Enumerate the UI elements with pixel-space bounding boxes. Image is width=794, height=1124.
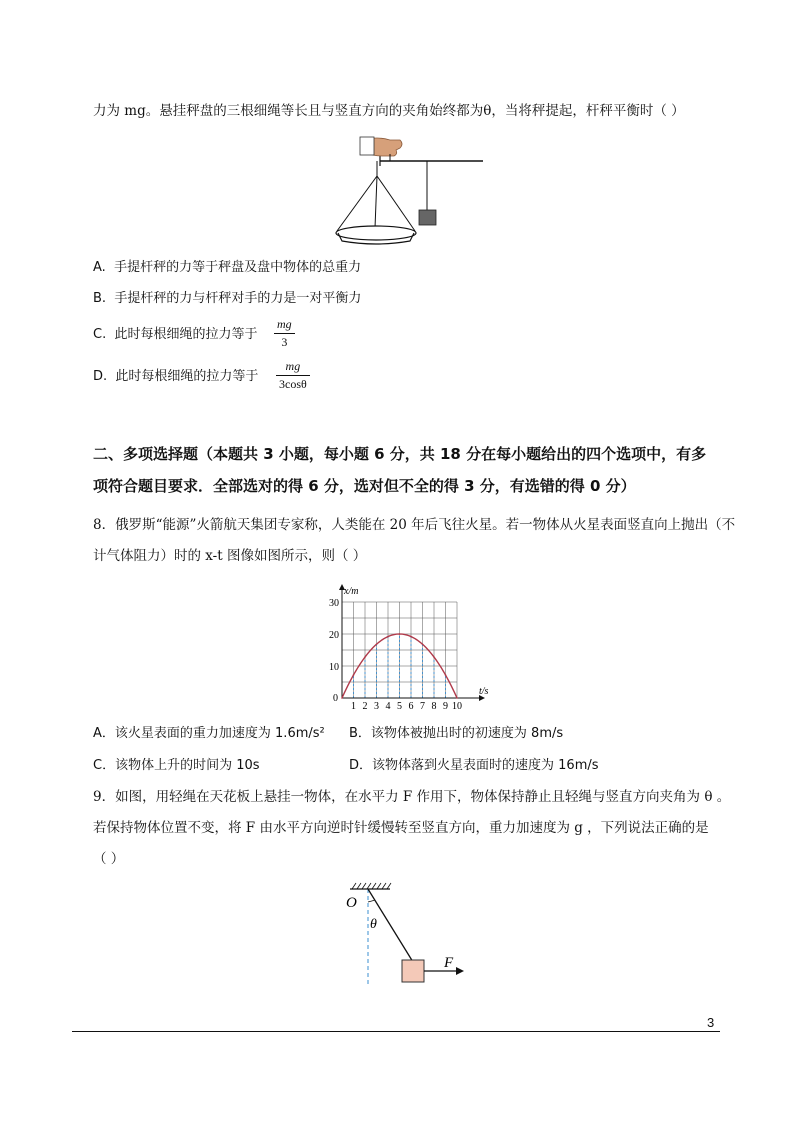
- q7-fraction-c: mg 3: [274, 317, 295, 350]
- steelyard-figure: [320, 134, 490, 246]
- q8-stem-line1: 8．俄罗斯“能源”火箭航天集团专家称，人类能在 20 年后飞往火星。若一物体从火星表面竖直向上抛出（不: [93, 517, 736, 533]
- page-number: 3: [707, 1015, 715, 1030]
- x-tick-label: 3: [374, 701, 379, 712]
- y-tick-label: 10: [329, 662, 339, 673]
- section-heading-line1: 二、多项选择题（本题共 3 小题，每小题 6 分，共 18 分在每小题给出的四个选项中，有多: [93, 445, 707, 463]
- x-tick-label: 1: [351, 701, 356, 712]
- force-label: F: [444, 955, 454, 971]
- q7-fraction-d: mg 3cosθ: [276, 359, 310, 392]
- theta-label: θ: [370, 917, 377, 932]
- x-tick-label: 2: [362, 701, 368, 712]
- xt-chart: [322, 580, 492, 712]
- data-point: [456, 697, 458, 699]
- section-heading-line2: 项符合题目要求．全部选对的得 6 分，选对但不全的得 3 分，有选错的得 0 分）: [93, 477, 636, 495]
- x-tick-label: 7: [420, 701, 425, 712]
- x-tick-label: 9: [443, 701, 448, 712]
- q8-stem-line2: 计气体阻力）时的 x-t 图像如图所示，则（ ）: [93, 548, 367, 564]
- data-point: [410, 636, 412, 638]
- data-point: [376, 643, 378, 645]
- q8-option-d[interactable]: D．该物体落到火星表面时的速度为 16m/s: [349, 758, 599, 773]
- data-point: [353, 674, 355, 676]
- q9-stem-line1: 9．如图，用轻绳在天花板上悬挂一物体，在水平力 F 作用下，物体保持静止且轻绳与竖直方向夹角为 θ 。: [93, 789, 731, 805]
- q7-option-a[interactable]: A. 手提杆秤的力等于秤盘及盘中物体的总重力: [93, 260, 362, 275]
- origin-tick-label: 0: [333, 693, 338, 704]
- q9-stem-line2: 若保持物体位置不变，将 F 由水平方向逆时针缓慢转至竖直方向，重力加速度为 g ，下列说法正确的是: [93, 820, 709, 836]
- hanging-block-figure: [340, 880, 470, 992]
- data-point: [387, 636, 389, 638]
- data-point: [399, 633, 401, 635]
- x-tick-label: 8: [431, 701, 437, 712]
- data-point: [341, 697, 343, 699]
- q7-option-c[interactable]: C. 此时每根细绳的拉力等于: [93, 327, 258, 342]
- q9-stem-line3: （ ）: [93, 851, 125, 867]
- q7-option-d[interactable]: D. 此时每根细绳的拉力等于: [93, 369, 259, 384]
- q8-option-b[interactable]: B．该物体被抛出时的初速度为 8m/s: [349, 726, 564, 741]
- data-point: [364, 656, 366, 658]
- q8-option-a[interactable]: A．该火星表面的重力加速度为 1.6m/s²: [93, 726, 325, 741]
- q7-option-b[interactable]: B. 手提杆秤的力与杆秤对手的力是一对平衡力: [93, 291, 362, 306]
- x-tick-label: 5: [397, 701, 402, 712]
- y-tick-label: 30: [329, 598, 339, 609]
- origin-label: O: [346, 895, 357, 911]
- x-tick-label: 10: [452, 701, 462, 712]
- x-axis-label: t/s: [479, 686, 489, 697]
- q7-stem-line: 力为 mg。悬挂秤盘的三根细绳等长且与竖直方向的夹角始终都为θ，当将秤提起，杆秤平衡时（ ）: [93, 103, 685, 119]
- y-tick-label: 20: [329, 630, 339, 641]
- y-axis-label: x/m: [344, 586, 359, 597]
- data-point: [433, 656, 435, 658]
- q8-option-c[interactable]: C．该物体上升的时间为 10s: [93, 758, 260, 773]
- data-point: [445, 674, 447, 676]
- footer-rule: [72, 1031, 720, 1032]
- x-tick-label: 4: [385, 701, 391, 712]
- data-point: [422, 643, 424, 645]
- x-tick-label: 6: [408, 701, 414, 712]
